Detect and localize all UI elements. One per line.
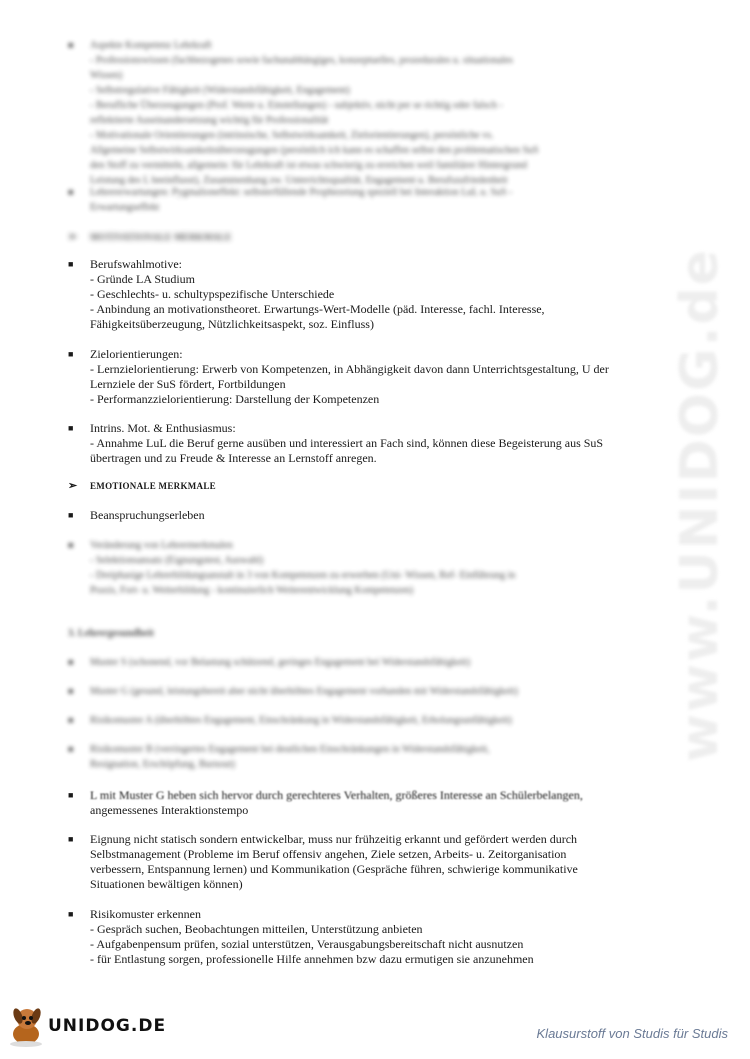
list-item-risikomuster: ■ Risikomuster erkennen - Gespräch suchen, Beobachtungen mitteilen, Unterstützung anbieten - Aufgabenpensum prüfen, sozial unterstützen, Verausgabungsbereitschaft nicht ausnutzen - für Entlastung sorgen, professionelle Hilfe annehmen bzw dazu ermutigen sie anzunehmen (68, 907, 534, 966)
watermark-text: www.UNIDOG.de (670, 248, 730, 762)
logo-text: UNIDOG.DE (48, 1016, 167, 1036)
list-item: ■ Veränderung von Lehrermerkmalen - Selektionsansatz (Eignungstest, Auswahl) - Dreiphasige Lehrerbildungsanstalt in 3 von Kompetenzen zu erwerben (Uni- Wissen, Ref- Einführung in Praxis, Fort- u. Weiterbildung - kontinuierlich Weiterentwicklung Kompetenzen) (68, 540, 516, 596)
dog-icon (6, 1004, 46, 1048)
list-item-eignung: ■ Eignung nicht statisch sondern entwickelbar, muss nur frühzeitig erkannt und gefördert werden durch Selbstmanagement (Probleme im Beruf offensiv angehen, Ziele setzen, Arbeits- u. Zeitorganisation verbessern, Entspannung lernen) und Kommunikation (Gespräche führen, schwierige kommunikative Situationen bewältigen können) (68, 832, 578, 891)
watermark (660, 248, 740, 762)
section-heading-emotionale-merkmale: ➢ EMOTIONALE MERKMALE (68, 480, 216, 492)
section-heading: ➢ MOTIVATIONALE MERKMALE (68, 231, 232, 243)
footer-tagline: Klausurstoff von Studis für Studis (536, 1026, 728, 1041)
list-item-beanspruchungserleben: ■ Beanspruchungserleben (68, 508, 205, 522)
list-item: ■ Muster G (gesund, leistungsbereit aber nicht überhöhtes Engagement vorhanden mit Widerstandsfähigkeit) (68, 686, 518, 697)
section-heading: 3. Lehrergesundheit (68, 628, 154, 639)
list-item: ■ Risikomuster A (überhöhtes Engagement, Einschränkung in Widerstandsfähigkeit, Erholungsunfähigkeit) (68, 715, 512, 726)
list-item-zielorientierungen: ■ Zielorientierungen: - Lernzielorientierung: Erwerb von Kompetenzen, in Abhängigkeit davon dann Unterrichtsgestaltung, U der Lernziele der SuS fördert, Fortbildungen - Performanzzielorientierung: Darstellung der Kompetenzen (68, 347, 609, 406)
list-item: ■ Risikomuster B (verringertes Engagement bei deutlichen Einschränkungen in Widerstandsfähigkeit, Resignation, Erschöpfung, Burnout) (68, 744, 490, 770)
list-item-intrinsische-motivation: ■ Intrins. Mot. & Enthusiasmus: - Annahme LuL die Beruf gerne ausüben und interessiert an Fach sind, können diese Begeisterung aus SuS übertragen und zu Freude & Interesse an Lernstoff anregen. (68, 421, 604, 465)
list-item: ■ Lehrererwartungen: Pygmalioneffekt: selbsterfüllende Prophezeiung speziell bei Interaktion LuL u. SuS - Erwartungseffekt (68, 187, 513, 213)
list-item-muster-g: ■ L mit Muster G heben sich hervor durch gerechteres Verhalten, größeres Interesse an Schülerbelangen, angemessenes Interaktionstempo (68, 788, 583, 817)
list-item: ■ Aspekte Kompetenz Lehrkraft - Professionswissen (fachbezogenes sowie fachunabhängiges, konzeptuelles, prozedurales u. situationales Wissen) - Selbstregulative Fähigkeit (Widerstandsfähigkeit, Engagement) - Berufliche Überzeugungen (Prof. Werte u. Einstellungen) - subjektiv, nicht per se richtig oder falsch - reflektierte Auseinandersetzung wichtig für Professionalität - Motivationale Orientierungen (intrinsische, Selbstwirksamkeit, Zielorientierungen), persönliche vs. Allgemeine Selbstwirksamkeitsüberzeugungen (persönlich ich kann es schaffen selbst den problematischen SuS den Stoff zu vermitteln, allgemein: für Lehrkraft ist etwas schwierig zu erreichen weil familiärer Hintergrund Leistung des L beeinflusst), Zusammenhang zw. Unterrichtsqualität, Engagement u. Berufszufriedenheit (68, 40, 539, 186)
list-item: ■ Muster S (schonend, vor Belastung schützend, geringes Engagement bei Widerstandsfähigkeit) (68, 657, 471, 668)
unidog-logo (6, 1004, 166, 1048)
list-item-berufswahlmotive: ■ Berufswahlmotive: - Gründe LA Studium - Geschlechts- u. schultypspezifische Unterschiede - Anbindung an motivationstheoret. Erwartungs-Wert-Modelle (päd. Interesse, fachl. Interesse, Fähigkeitsüberzeugung, Nützlichkeitsaspekt, soz. Einfluss) (68, 257, 545, 331)
